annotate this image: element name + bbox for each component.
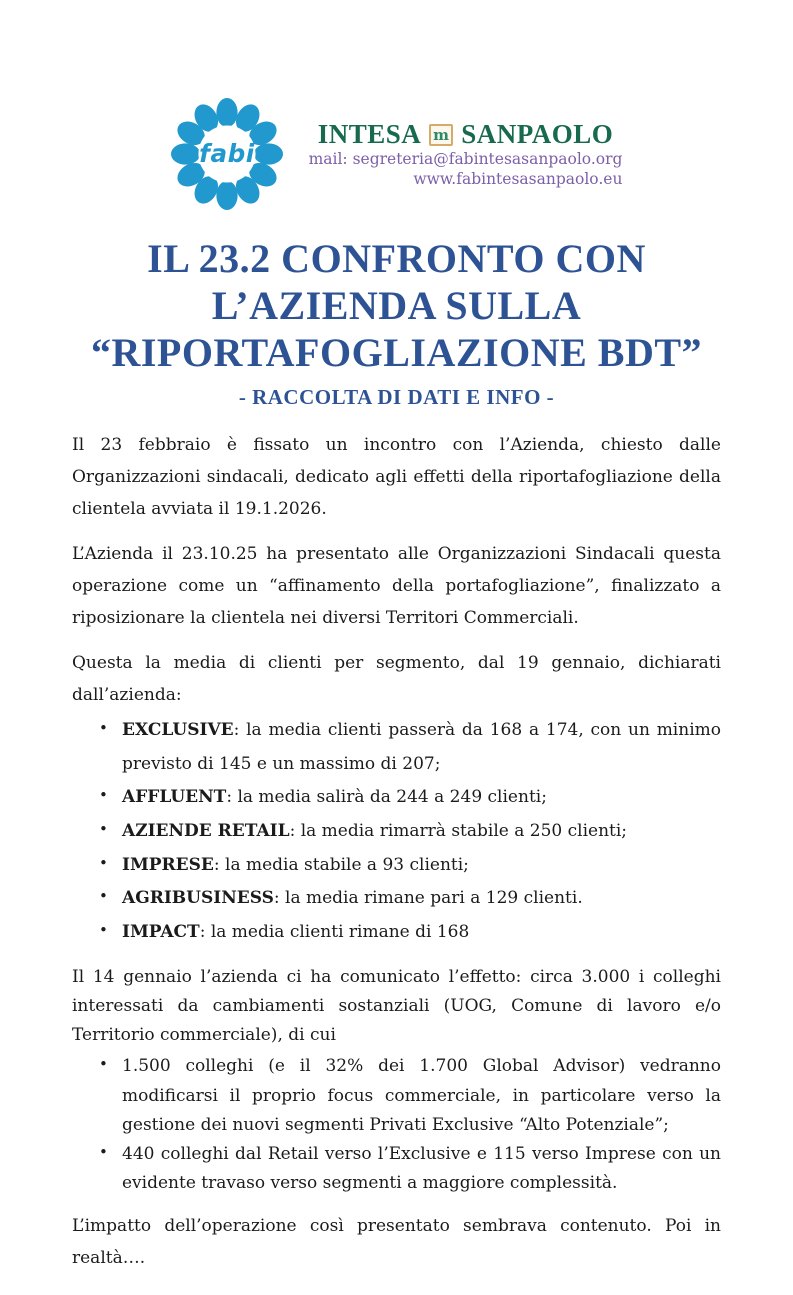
list-item-impact	[72, 916, 721, 950]
page-title	[72, 236, 721, 376]
title-line-2: L’AZIENDA SULLA	[211, 282, 582, 328]
list-item-affluent	[72, 781, 721, 815]
segment-text: : la media salirà da 244 a 249 clienti;	[226, 787, 547, 808]
segment-averages-list	[72, 714, 721, 950]
segment-text: : la media stabile a 93 clienti;	[213, 854, 469, 875]
fabi-flower-logo	[171, 98, 283, 210]
segment-label: IMPRESE	[122, 854, 214, 875]
page-subtitle: - RACCOLTA DI DATI E INFO -	[238, 385, 555, 410]
paragraph-segments-intro: Questa la media di clienti per segmento, dal 19 gennaio, dichiarati dall’azienda:	[72, 653, 721, 706]
segment-label: AZIENDE RETAIL	[122, 820, 290, 841]
header-logos	[72, 98, 721, 210]
list-item-imprese	[72, 849, 721, 883]
list-item-440-colleghi	[72, 1140, 721, 1198]
segment-label: EXCLUSIVE	[122, 720, 234, 741]
sanpaolo-monogram-icon: m	[429, 124, 453, 146]
segment-label: AGRIBUSINESS	[122, 888, 274, 909]
intesa-sanpaolo-wordmark	[318, 119, 614, 150]
bullet-icon: •	[99, 819, 108, 838]
paragraph-effect: Il 14 gennaio l’azienda ci ha comunicato l’effetto: circa 3.000 i colleghi interessati da cambiamenti sostanziali (UOG, Comune di lavoro e/o Territorio commerciale), di cui	[72, 966, 721, 1046]
bullet-icon: •	[99, 887, 108, 906]
list-item-aziende-retail	[72, 815, 721, 849]
impact-details-list	[72, 1052, 721, 1198]
list-item-agribusiness	[72, 882, 721, 916]
bullet-icon: •	[99, 786, 108, 805]
bullet-icon: •	[99, 853, 108, 872]
intesa-sanpaolo-logo	[309, 119, 623, 189]
segment-text: : la media rimane pari a 129 clienti.	[273, 888, 583, 909]
bullet-icon: •	[99, 1143, 108, 1162]
contact-email: mail: segreteria@fabintesasanpaolo.org	[308, 150, 623, 169]
list-item-1500-colleghi	[72, 1052, 721, 1140]
paragraph-presentation: L’Azienda il 23.10.25 ha presentato alle Organizzazioni Sindacali questa operazione come un “affinamento della portafogliazione”, finalizzato a riposizionare la clientela nei diversi Territori Commerciali.	[72, 544, 721, 629]
bullet-icon: •	[99, 1055, 108, 1074]
impact-text: 1.500 colleghi (e il 32% dei 1.700 Global Advisor) vedranno modificarsi il proprio focus commerciale, in particolare verso la gestione dei nuovi segmenti Privati Exclusive “Alto Potenziale”;	[122, 1056, 721, 1135]
title-line-3: “RIPORTAFOGLIAZIONE BDT”	[90, 329, 703, 375]
list-item-exclusive	[72, 714, 721, 781]
bullet-icon: •	[99, 920, 108, 939]
paragraph-closing: L’impatto dell’operazione così presentato sembrava contenuto. Poi in realtà….	[72, 1216, 721, 1269]
document-body	[72, 430, 721, 1275]
segment-label: AFFLUENT	[122, 787, 227, 808]
paragraph-meeting: Il 23 febbraio è fissato un incontro con l’Azienda, chiesto dalle Organizzazioni sindacali, dedicato agli effetti della riportafogliazione della clientela avviata il 19.1.2026.	[72, 435, 721, 520]
segment-text: : la media clienti rimane di 168	[199, 921, 470, 942]
contact-website: www.fabintesasanpaolo.eu	[413, 169, 623, 188]
segment-label: IMPACT	[122, 921, 200, 942]
impact-text: 440 colleghi dal Retail verso l’Exclusive e 115 verso Imprese con un evidente travaso verso segmenti a maggiore complessità.	[122, 1144, 721, 1194]
sanpaolo-wordmark-text: SANPAOLO	[461, 119, 614, 150]
segment-text: : la media rimarrà stabile a 250 clienti;	[289, 820, 628, 841]
intesa-wordmark-text: INTESA	[317, 119, 422, 150]
fabi-logo-text: fabi	[198, 138, 255, 168]
segment-text: : la media clienti passerà da 168 a 174, con un minimo previsto di 145 e un massimo di 207;	[122, 720, 721, 774]
bullet-icon: •	[99, 719, 108, 738]
title-line-1: IL 23.2 CONFRONTO CON	[147, 236, 646, 281]
